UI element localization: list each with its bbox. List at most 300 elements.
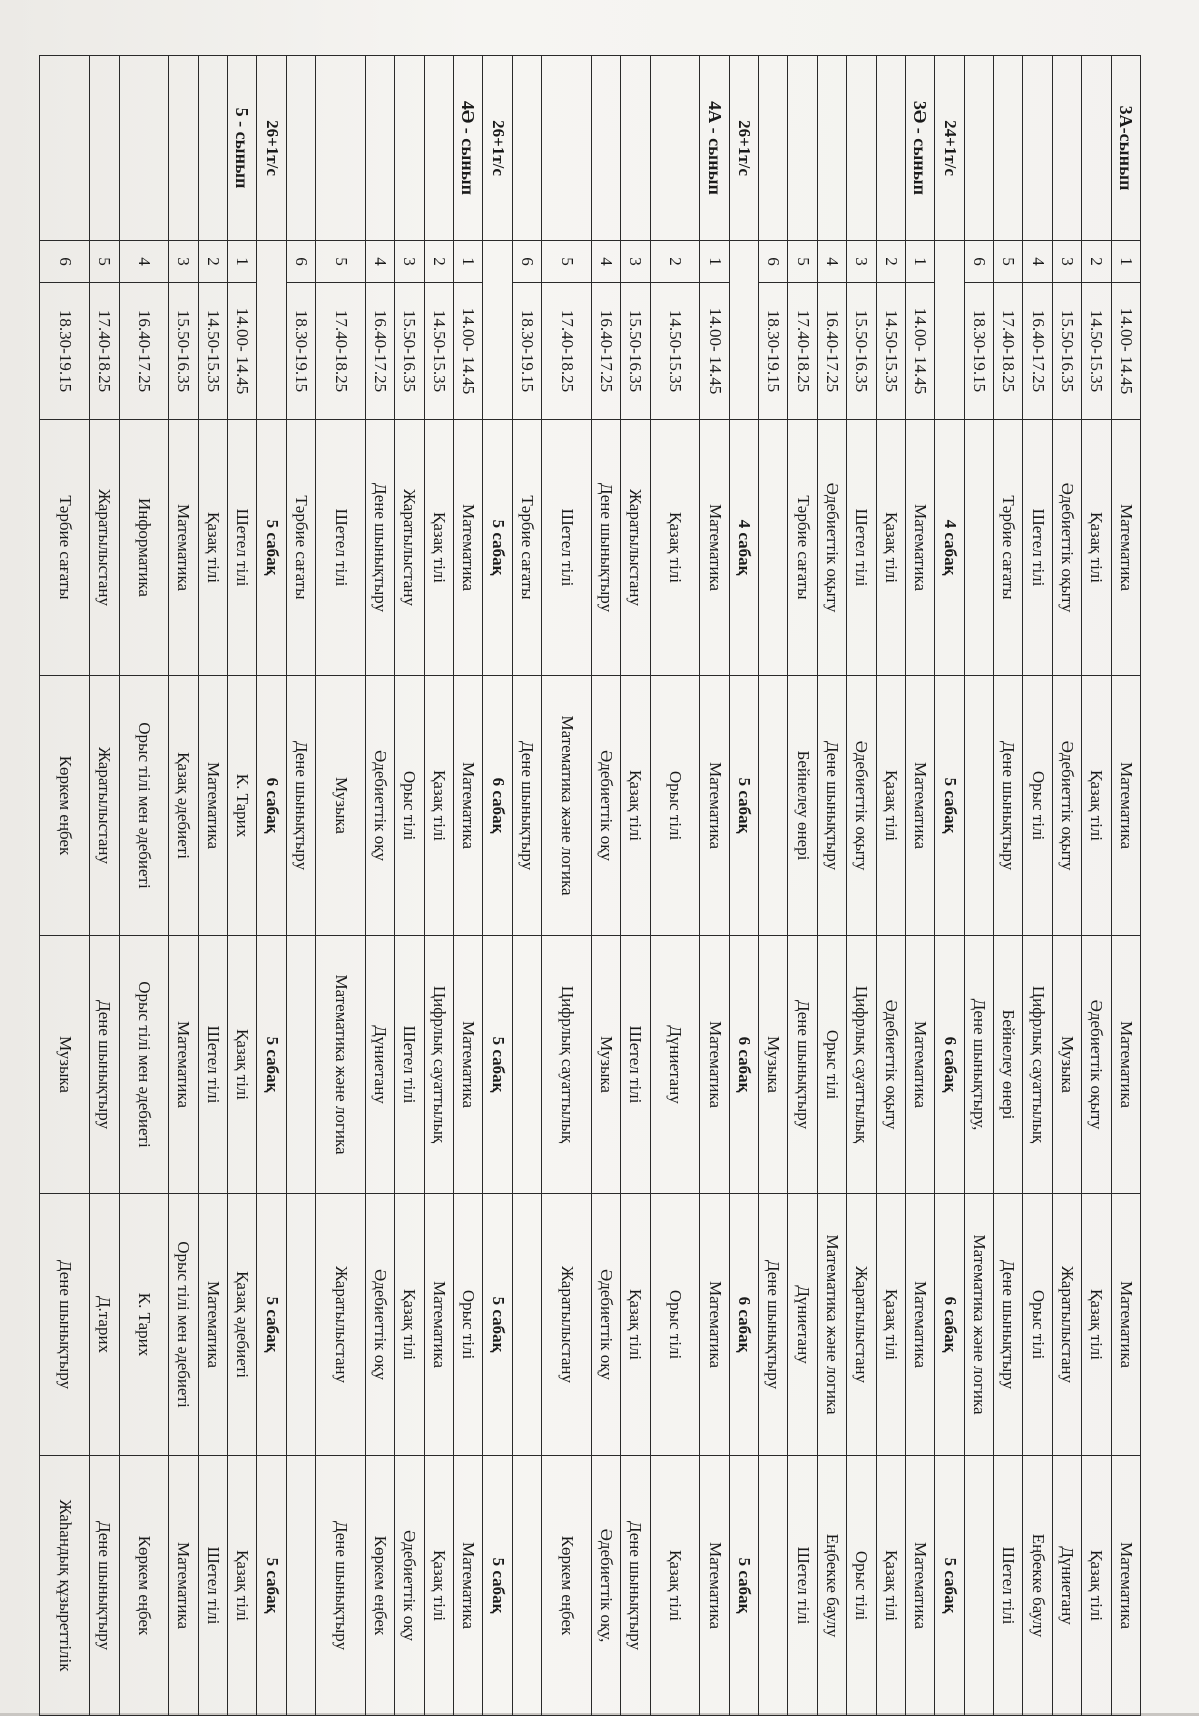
subject-cell: Математика [454, 676, 483, 936]
lesson-number-cell: 1 [454, 241, 483, 283]
lesson-row [316, 56, 366, 1716]
subject-cell: Математика [1111, 1456, 1140, 1716]
subject-cell: Дене шынықтыру [994, 676, 1023, 936]
lesson-number-cell: 3 [847, 241, 876, 283]
subject-cell: Дене шынықтыру [817, 676, 846, 936]
subject-cell: Шетел тілі [1023, 420, 1052, 676]
lesson-count-cell: 5 сабақ [257, 1194, 286, 1456]
lesson-time-cell: 17.40-18.25 [994, 283, 1023, 420]
subject-cell: Қазақ тілі [650, 1456, 700, 1716]
lesson-count-cell: 5 сабақ [935, 1456, 964, 1716]
subject-cell: Математика [700, 936, 729, 1194]
subject-cell: Әдебиеттік оқыту [876, 936, 905, 1194]
class-name-cell [964, 56, 993, 241]
subject-cell: Математика [454, 936, 483, 1194]
subject-cell: Орыс тілі [454, 1194, 483, 1456]
lesson-time-cell: 17.40-18.25 [90, 283, 119, 420]
subject-cell: Математика [906, 420, 935, 676]
lesson-row [512, 56, 541, 1716]
lesson-time-cell: 15.50-16.35 [1052, 283, 1081, 420]
schedule-body [40, 56, 1141, 1716]
lesson-number-cell: 6 [286, 241, 315, 283]
lesson-number-cell: 4 [591, 241, 620, 283]
lesson-number-cell: 5 [542, 241, 592, 283]
class-name-cell [512, 56, 541, 241]
subject-cell: Математика [424, 1194, 453, 1456]
lesson-time-cell: 18.30-19.15 [759, 283, 788, 420]
subject-cell: Орыс тілі [847, 1456, 876, 1716]
lesson-row [90, 56, 119, 1716]
lesson-number-cell: 2 [198, 241, 227, 283]
subject-cell: Еңбекке баулу [1023, 1456, 1052, 1716]
class-name-cell [169, 56, 198, 241]
lesson-number-cell: 3 [621, 241, 650, 283]
lesson-row [650, 56, 700, 1716]
subject-cell: Математика [700, 1194, 729, 1456]
class-name-cell [40, 56, 90, 241]
weekly-hours-cell: 26+1т/с [483, 56, 512, 241]
subject-cell: Цифрлық сауаттылық [424, 936, 453, 1194]
subject-cell: Музыка [1052, 936, 1081, 1194]
lesson-row [454, 56, 483, 1716]
subject-cell: Математика [906, 676, 935, 936]
class-name-cell [591, 56, 620, 241]
subject-cell: Шетел тілі [994, 1456, 1023, 1716]
subject-cell: Қазақ тілі [395, 1194, 424, 1456]
lesson-row [847, 56, 876, 1716]
subject-cell: Дене шынықтыру [316, 1456, 366, 1716]
subject-cell: Цифрлық сауаттылық [542, 936, 592, 1194]
subject-cell: Жаратылыстану [90, 420, 119, 676]
subject-cell: Қазақ әдебиеті [169, 676, 198, 936]
lesson-time-cell: 14.50-15.35 [876, 283, 905, 420]
weekly-hours-cell: 26+1т/с [257, 56, 286, 241]
subject-cell: Тәрбие сағаты [512, 420, 541, 676]
subject-cell: Қазақ тілі [1082, 420, 1111, 676]
subject-cell: Дене шынықтыру [759, 1194, 788, 1456]
subject-cell: Әдебиеттік оқу [395, 1456, 424, 1716]
subject-cell: Дене шынықтыру [994, 1194, 1023, 1456]
lesson-number-cell: 2 [650, 241, 700, 283]
subject-cell: Математика [1111, 676, 1140, 936]
class-name-cell [650, 56, 700, 241]
subject-cell: Қазақ тілі [424, 676, 453, 936]
empty-cell [483, 241, 512, 420]
lesson-time-cell: 14.50-15.35 [650, 283, 700, 420]
lesson-row [542, 56, 592, 1716]
empty-cell [729, 241, 758, 420]
class-name-cell [119, 56, 169, 241]
lesson-row [1082, 56, 1111, 1716]
lesson-row [40, 56, 90, 1716]
class-name-cell [759, 56, 788, 241]
subject-cell: Қазақ тілі [1082, 1456, 1111, 1716]
class-name-cell [198, 56, 227, 241]
subject-cell: Қазақ тілі [424, 420, 453, 676]
subject-cell: Дүниетану [365, 936, 394, 1194]
subject-cell: Қазақ тілі [876, 1194, 905, 1456]
subject-cell: Көркем еңбек [542, 1456, 592, 1716]
class-name-cell [817, 56, 846, 241]
subject-cell [512, 1456, 541, 1716]
class-name-cell [994, 56, 1023, 241]
subject-cell: Музыка [759, 936, 788, 1194]
subject-cell: Шетел тілі [542, 420, 592, 676]
lesson-time-cell: 18.30-19.15 [512, 283, 541, 420]
subject-cell: Қазақ тілі [621, 1194, 650, 1456]
subject-cell: Қазақ тілі [424, 1456, 453, 1716]
subject-cell: Әдебиеттік оқу [591, 676, 620, 936]
class-name-cell [788, 56, 817, 241]
subject-cell: Көркем еңбек [119, 1456, 169, 1716]
hours-summary-row [257, 56, 286, 1716]
class-name-cell [621, 56, 650, 241]
lesson-count-cell: 5 сабақ [257, 1456, 286, 1716]
subject-cell: Дене шынықтыру [591, 420, 620, 676]
lesson-count-cell: 5 сабақ [257, 936, 286, 1194]
subject-cell: Музыка [591, 936, 620, 1194]
subject-cell: Тәрбие сағаты [994, 420, 1023, 676]
subject-cell: Көркем еңбек [40, 676, 90, 936]
lesson-row [817, 56, 846, 1716]
lesson-count-cell: 6 сабақ [935, 936, 964, 1194]
subject-cell [964, 676, 993, 936]
lesson-row [119, 56, 169, 1716]
lesson-row [964, 56, 993, 1716]
subject-cell: Дүниетану [650, 936, 700, 1194]
subject-cell: Жаратылыстану [316, 1194, 366, 1456]
lesson-count-cell: 4 сабақ [729, 420, 758, 676]
subject-cell: Жаратылыстану [395, 420, 424, 676]
subject-cell: Әдебиеттік оқу [591, 1194, 620, 1456]
hours-summary-row [729, 56, 758, 1716]
lesson-number-cell: 4 [817, 241, 846, 283]
lesson-number-cell: 5 [994, 241, 1023, 283]
class-name-cell: 3А-сынып [1111, 56, 1140, 241]
lesson-time-cell: 15.50-16.35 [621, 283, 650, 420]
subject-cell: Жаратылыстану [847, 1194, 876, 1456]
subject-cell: Математика [700, 1456, 729, 1716]
subject-cell: Математика [906, 1456, 935, 1716]
lesson-number-cell: 1 [228, 241, 257, 283]
subject-cell: Орыс тілі мен әдебиеті [119, 936, 169, 1194]
subject-cell: Дүниетану [788, 1194, 817, 1456]
subject-cell: Қазақ әдебиеті [228, 1194, 257, 1456]
subject-cell [512, 936, 541, 1194]
class-name-cell [542, 56, 592, 241]
lesson-count-cell: 6 сабақ [729, 1194, 758, 1456]
subject-cell [759, 1456, 788, 1716]
lesson-number-cell: 4 [365, 241, 394, 283]
lesson-time-cell: 17.40-18.25 [542, 283, 592, 420]
subject-cell: Еңбекке баулу [817, 1456, 846, 1716]
lesson-count-cell: 5 сабақ [483, 1194, 512, 1456]
lesson-row [700, 56, 729, 1716]
subject-cell: Жаратылыстану [90, 676, 119, 936]
subject-cell: Жаһандық құзыреттілік [40, 1456, 90, 1716]
subject-cell [964, 1456, 993, 1716]
subject-cell: Шетел тілі [198, 1456, 227, 1716]
lesson-number-cell: 3 [395, 241, 424, 283]
lesson-number-cell: 3 [1052, 241, 1081, 283]
lesson-row [621, 56, 650, 1716]
subject-cell: Дене шынықтыру, [964, 936, 993, 1194]
subject-cell [286, 1194, 315, 1456]
subject-cell: Дене шынықтыру [40, 1194, 90, 1456]
subject-cell: Математика [1111, 936, 1140, 1194]
subject-cell: Д.тарих [90, 1194, 119, 1456]
subject-cell: Жаратылыстану [542, 1194, 592, 1456]
subject-cell: Орыс тілі [1023, 1194, 1052, 1456]
subject-cell: Информатика [119, 420, 169, 676]
lesson-time-cell: 17.40-18.25 [788, 283, 817, 420]
subject-cell: Қазақ тілі [876, 1456, 905, 1716]
subject-cell: Қазақ тілі [876, 676, 905, 936]
lesson-number-cell: 5 [90, 241, 119, 283]
lesson-count-cell: 6 сабақ [935, 1194, 964, 1456]
lesson-time-cell: 15.50-16.35 [847, 283, 876, 420]
lesson-number-cell: 6 [40, 241, 90, 283]
subject-cell: Математика [198, 676, 227, 936]
subject-cell: Шетел тілі [228, 420, 257, 676]
lesson-time-cell: 14.00- 14.45 [1111, 283, 1140, 420]
lesson-time-cell: 14.50-15.35 [198, 283, 227, 420]
subject-cell: Дене шынықтыру [286, 676, 315, 936]
subject-cell: Жаратылыстану [621, 420, 650, 676]
lesson-row [759, 56, 788, 1716]
lesson-row [365, 56, 394, 1716]
lesson-number-cell: 1 [906, 241, 935, 283]
subject-cell: Математика және логика [542, 676, 592, 936]
lesson-time-cell: 16.40-17.25 [365, 283, 394, 420]
lesson-row [1023, 56, 1052, 1716]
subject-cell: Қазақ тілі [621, 676, 650, 936]
subject-cell: Шетел тілі [198, 936, 227, 1194]
lesson-row [591, 56, 620, 1716]
subject-cell [286, 936, 315, 1194]
lesson-time-cell: 14.50-15.35 [424, 283, 453, 420]
class-name-cell [847, 56, 876, 241]
subject-cell: Әдебиеттік оқу [365, 1194, 394, 1456]
subject-cell: Бейнелеу өнері [994, 936, 1023, 1194]
subject-cell: Орыс тілі [650, 676, 700, 936]
lesson-number-cell: 1 [1111, 241, 1140, 283]
class-name-cell [395, 56, 424, 241]
subject-cell: Математика [906, 1194, 935, 1456]
subject-cell: Орыс тілі [650, 1194, 700, 1456]
lesson-row [1052, 56, 1081, 1716]
subject-cell: Тәрбие сағаты [788, 420, 817, 676]
subject-cell: Дене шынықтыру [621, 1456, 650, 1716]
lesson-count-cell: 5 сабақ [483, 1456, 512, 1716]
subject-cell: Математика [1111, 420, 1140, 676]
subject-cell: Шетел тілі [316, 420, 366, 676]
lesson-number-cell: 2 [1082, 241, 1111, 283]
class-name-cell [286, 56, 315, 241]
class-name-cell [1082, 56, 1111, 241]
class-name-cell [424, 56, 453, 241]
lesson-time-cell: 14.50-15.35 [1082, 283, 1111, 420]
subject-cell: Әдебиеттік оқыту [1052, 420, 1081, 676]
lesson-time-cell: 16.40-17.25 [591, 283, 620, 420]
subject-cell: К. Тарих [119, 1194, 169, 1456]
lesson-number-cell: 2 [876, 241, 905, 283]
lesson-number-cell: 1 [700, 241, 729, 283]
lesson-count-cell: 5 сабақ [729, 1456, 758, 1716]
lesson-number-cell: 6 [512, 241, 541, 283]
subject-cell: Математика [198, 1194, 227, 1456]
lesson-time-cell: 18.30-19.15 [40, 283, 90, 420]
subject-cell [759, 676, 788, 936]
lesson-row [906, 56, 935, 1716]
class-name-cell [1052, 56, 1081, 241]
subject-cell: Әдебиеттік оқыту [1082, 936, 1111, 1194]
subject-cell [759, 420, 788, 676]
lesson-time-cell: 14.00- 14.45 [906, 283, 935, 420]
subject-cell: Қазақ тілі [1082, 676, 1111, 936]
subject-cell: Музыка [40, 936, 90, 1194]
subject-cell: Математика және логика [817, 1194, 846, 1456]
lesson-time-cell: 15.50-16.35 [169, 283, 198, 420]
subject-cell: Әдебиеттік оқыту [847, 676, 876, 936]
lesson-number-cell: 5 [788, 241, 817, 283]
subject-cell: Математика [700, 676, 729, 936]
lesson-count-cell: 4 сабақ [935, 420, 964, 676]
subject-cell: Орыс тілі [817, 936, 846, 1194]
class-schedule-table [39, 55, 1141, 1716]
subject-cell: Қазақ тілі [876, 420, 905, 676]
lesson-time-cell: 14.00- 14.45 [700, 283, 729, 420]
subject-cell: Орыс тілі [1023, 676, 1052, 936]
subject-cell: Тәрбие сағаты [286, 420, 315, 676]
lesson-row [994, 56, 1023, 1716]
subject-cell: Орыс тілі мен әдебиеті [119, 676, 169, 936]
lesson-number-cell: 4 [1023, 241, 1052, 283]
class-name-cell: 4Ә - сынып [454, 56, 483, 241]
subject-cell: Математика [454, 420, 483, 676]
lesson-count-cell: 6 сабақ [483, 676, 512, 936]
subject-cell: Музыка [316, 676, 366, 936]
lesson-time-cell: 17.40-18.25 [316, 283, 366, 420]
lesson-number-cell: 6 [964, 241, 993, 283]
subject-cell: Цифрлық сауаттылық [1023, 936, 1052, 1194]
subject-cell: Дүниетану [1052, 1456, 1081, 1716]
subject-cell: Цифрлық сауаттылық [847, 936, 876, 1194]
lesson-number-cell: 3 [169, 241, 198, 283]
subject-cell: Математика [169, 1456, 198, 1716]
lesson-row [1111, 56, 1140, 1716]
lesson-number-cell: 2 [424, 241, 453, 283]
subject-cell: Қазақ тілі [650, 420, 700, 676]
weekly-hours-cell: 24+1т/с [935, 56, 964, 241]
hours-summary-row [483, 56, 512, 1716]
subject-cell: Әдебиеттік оқу, [591, 1456, 620, 1716]
lesson-time-cell: 14.00- 14.45 [228, 283, 257, 420]
lesson-time-cell: 16.40-17.25 [817, 283, 846, 420]
schedule-rotated [39, 55, 1141, 1715]
subject-cell: Қазақ тілі [198, 420, 227, 676]
subject-cell: Математика [1111, 1194, 1140, 1456]
lesson-count-cell: 5 сабақ [483, 936, 512, 1194]
class-name-cell: 3Ә - сынып [906, 56, 935, 241]
subject-cell: Математика және логика [316, 936, 366, 1194]
empty-cell [935, 241, 964, 420]
lesson-time-cell: 16.40-17.25 [119, 283, 169, 420]
subject-cell: Математика және логика [964, 1194, 993, 1456]
subject-cell: Қазақ тілі [228, 936, 257, 1194]
subject-cell: Шетел тілі [621, 936, 650, 1194]
lesson-count-cell: 6 сабақ [729, 936, 758, 1194]
subject-cell [512, 1194, 541, 1456]
class-name-cell: 5 - сынып [228, 56, 257, 241]
lesson-row [198, 56, 227, 1716]
subject-cell: Математика [700, 420, 729, 676]
subject-cell: Дене шынықтыру [90, 1456, 119, 1716]
subject-cell: Математика [169, 936, 198, 1194]
lesson-time-cell: 18.30-19.15 [286, 283, 315, 420]
class-name-cell [316, 56, 366, 241]
subject-cell: Дене шынықтыру [512, 676, 541, 936]
subject-cell [286, 1456, 315, 1716]
lesson-time-cell: 14.00- 14.45 [454, 283, 483, 420]
lesson-row [169, 56, 198, 1716]
weekly-hours-cell: 26+1т/с [729, 56, 758, 241]
lesson-time-cell: 15.50-16.35 [395, 283, 424, 420]
subject-cell [964, 420, 993, 676]
subject-cell: Бейнелеу өнері [788, 676, 817, 936]
lesson-row [876, 56, 905, 1716]
subject-cell: Әдебиеттік оқу [365, 676, 394, 936]
subject-cell: Дене шынықтыру [90, 936, 119, 1194]
subject-cell: Математика [906, 936, 935, 1194]
lesson-number-cell: 4 [119, 241, 169, 283]
subject-cell: К. Тарих [228, 676, 257, 936]
subject-cell: Қазақ тілі [228, 1456, 257, 1716]
empty-cell [257, 241, 286, 420]
class-name-cell [90, 56, 119, 241]
lesson-count-cell: 5 сабақ [257, 420, 286, 676]
subject-cell: Математика [169, 420, 198, 676]
lesson-count-cell: 6 сабақ [257, 676, 286, 936]
lesson-row [228, 56, 257, 1716]
lesson-row [788, 56, 817, 1716]
class-name-cell [1023, 56, 1052, 241]
lesson-count-cell: 5 сабақ [483, 420, 512, 676]
subject-cell: Дене шынықтыру [788, 936, 817, 1194]
class-name-cell [365, 56, 394, 241]
lesson-row [424, 56, 453, 1716]
hours-summary-row [935, 56, 964, 1716]
class-name-cell [876, 56, 905, 241]
subject-cell: Шетел тілі [847, 420, 876, 676]
subject-cell: Тәрбие сағаты [40, 420, 90, 676]
subject-cell: Әдебиеттік оқыту [1052, 676, 1081, 936]
subject-cell: Әдебиеттік оқыту [817, 420, 846, 676]
subject-cell: Математика [454, 1456, 483, 1716]
lesson-time-cell: 16.40-17.25 [1023, 283, 1052, 420]
lesson-time-cell: 18.30-19.15 [964, 283, 993, 420]
subject-cell: Қазақ тілі [1082, 1194, 1111, 1456]
lesson-number-cell: 5 [316, 241, 366, 283]
subject-cell: Көркем еңбек [365, 1456, 394, 1716]
lesson-row [395, 56, 424, 1716]
subject-cell: Дене шынықтыру [365, 420, 394, 676]
subject-cell: Шетел тілі [788, 1456, 817, 1716]
subject-cell: Орыс тілі [395, 676, 424, 936]
lesson-number-cell: 6 [759, 241, 788, 283]
lesson-count-cell: 5 сабақ [729, 676, 758, 936]
lesson-row [286, 56, 315, 1716]
